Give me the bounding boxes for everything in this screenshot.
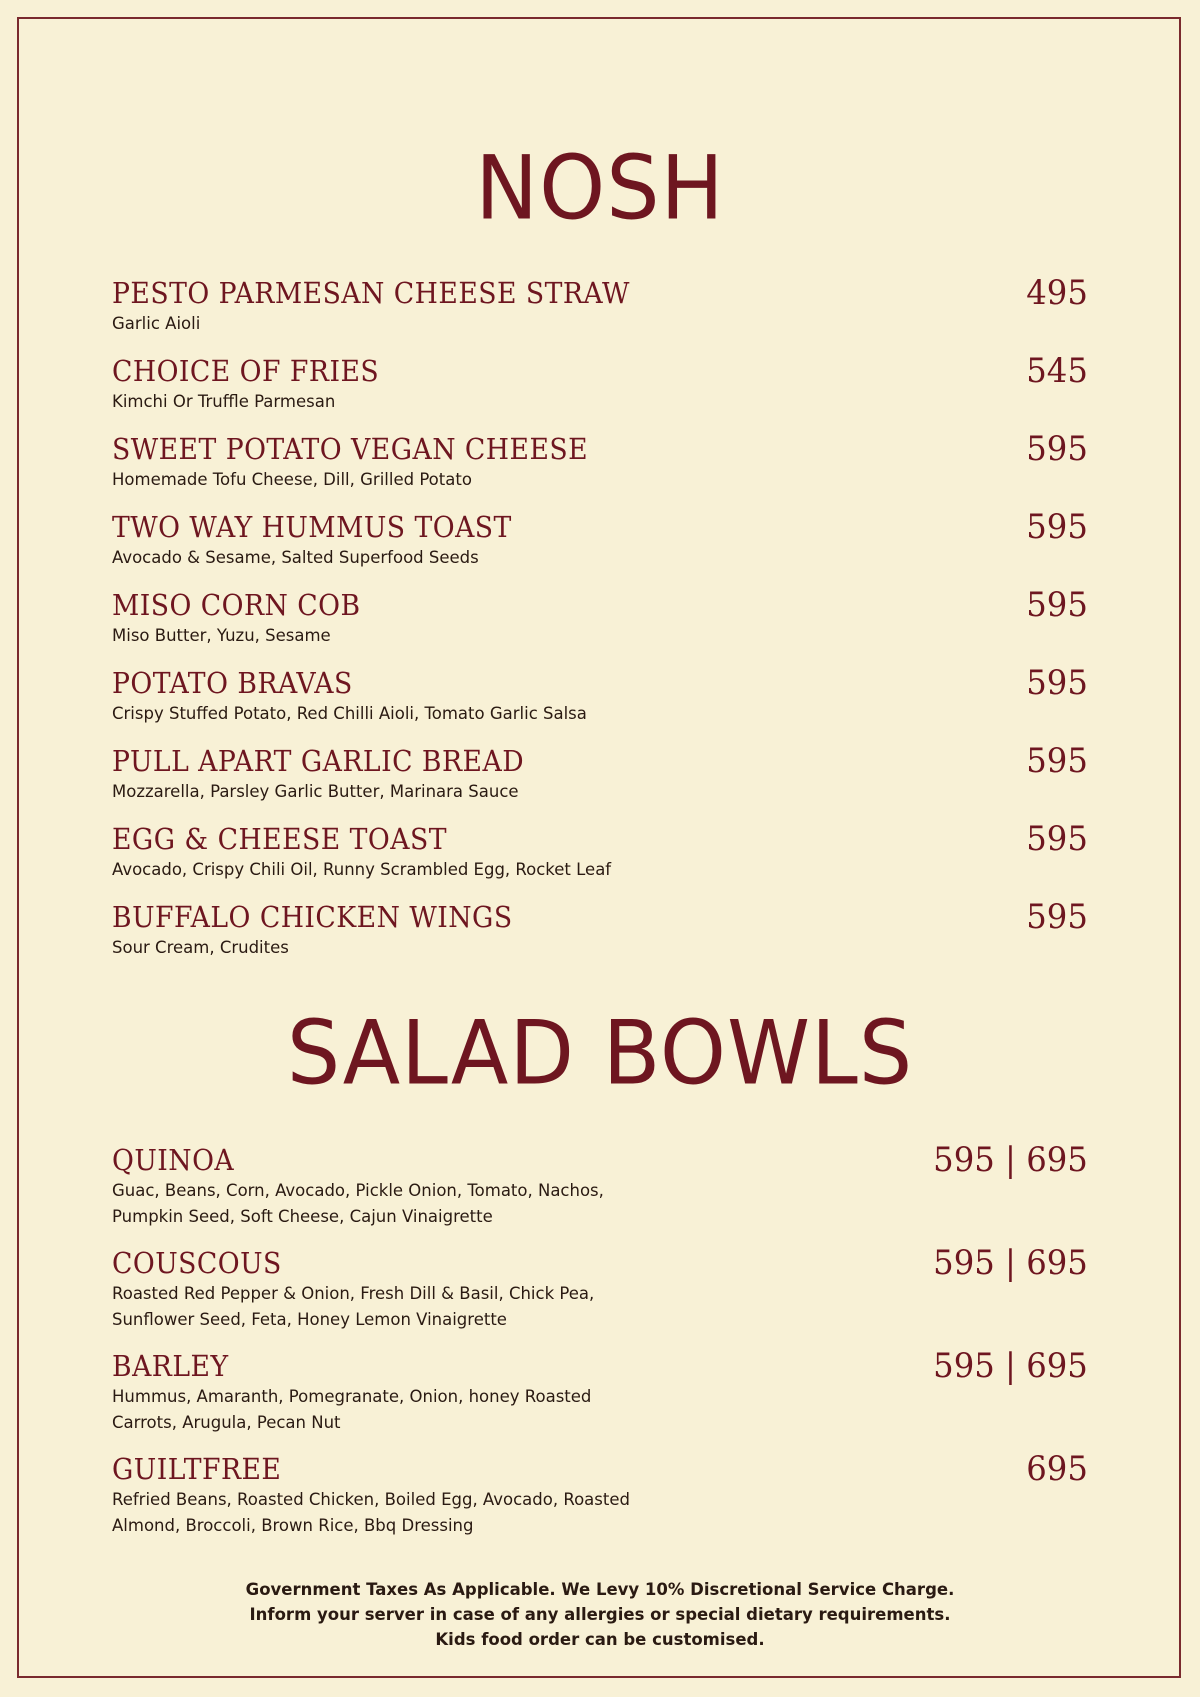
item-description: Avocado, Crispy Chili Oil, Runny Scrambled Egg, Rocket Leaf xyxy=(112,860,612,879)
item-description: Pumpkin Seed, Soft Cheese, Cajun Vinaigrette xyxy=(112,1207,493,1226)
item-name: COUSCOUS xyxy=(112,1246,282,1280)
item-description: Homemade Tofu Cheese, Dill, Grilled Potato xyxy=(112,470,472,489)
item-price: 595 | 695 xyxy=(933,1140,1088,1180)
item-price: 495 xyxy=(1026,273,1088,313)
item-name: CHOICE OF FRIES xyxy=(112,354,380,388)
menu-item xyxy=(112,897,1088,960)
item-price: 595 | 695 xyxy=(933,1346,1088,1386)
item-price: 595 xyxy=(1026,429,1088,469)
item-name: PESTO PARMESAN CHEESE STRAW xyxy=(112,276,630,310)
item-description: Sunflower Seed, Feta, Honey Lemon Vinaigrette xyxy=(112,1310,507,1329)
item-description: Roasted Red Pepper & Onion, Fresh Dill & Basil, Chick Pea, xyxy=(112,1284,595,1303)
section-title-nosh: NOSH xyxy=(475,136,725,240)
item-price: 595 xyxy=(1026,741,1088,781)
item-description: Miso Butter, Yuzu, Sesame xyxy=(112,626,331,645)
item-description: Hummus, Amaranth, Pomegranate, Onion, honey Roasted xyxy=(112,1387,592,1406)
item-name: POTATO BRAVAS xyxy=(112,666,353,700)
item-price: 545 xyxy=(1026,351,1088,391)
item-description: Crispy Stuffed Potato, Red Chilli Aioli, Tomato Garlic Salsa xyxy=(112,704,587,723)
menu-item xyxy=(112,429,1088,492)
footer-kids-note: Kids food order can be customised. xyxy=(435,1630,765,1649)
menu-item xyxy=(112,585,1088,648)
item-name: BARLEY xyxy=(112,1349,229,1383)
menu-item xyxy=(112,741,1088,804)
menu-item xyxy=(112,1449,1088,1538)
item-description: Mozzarella, Parsley Garlic Butter, Marinara Sauce xyxy=(112,782,519,801)
item-description: Carrots, Arugula, Pecan Nut xyxy=(112,1413,341,1432)
menu-item xyxy=(112,1346,1088,1435)
item-name: BUFFALO CHICKEN WINGS xyxy=(112,900,513,934)
menu-item xyxy=(112,1140,1088,1229)
item-description: Garlic Aioli xyxy=(112,314,201,333)
item-price: 595 xyxy=(1026,585,1088,625)
menu-item xyxy=(112,351,1088,414)
item-price: 595 xyxy=(1026,897,1088,937)
item-description: Almond, Broccoli, Brown Rice, Bbq Dressing xyxy=(112,1516,474,1535)
menu-item xyxy=(112,663,1088,726)
item-price: 595 xyxy=(1026,819,1088,859)
item-price: 595 | 695 xyxy=(933,1243,1088,1283)
footer-allergy-note: Inform your server in case of any allergies or special dietary requirements. xyxy=(249,1605,951,1624)
menu-item xyxy=(112,1243,1088,1332)
item-description: Guac, Beans, Corn, Avocado, Pickle Onion, Tomato, Nachos, xyxy=(112,1181,604,1200)
item-name: QUINOA xyxy=(112,1143,235,1177)
item-price: 595 xyxy=(1026,663,1088,703)
item-name: GUILTFREE xyxy=(112,1452,282,1486)
footer-tax-note: Government Taxes As Applicable. We Levy 10% Discretional Service Charge. xyxy=(245,1580,955,1599)
item-name: MISO CORN COB xyxy=(112,588,361,622)
item-description: Sour Cream, Crudites xyxy=(112,938,289,957)
menu-item xyxy=(112,507,1088,570)
item-description: Kimchi Or Truffle Parmesan xyxy=(112,392,336,411)
menu-item xyxy=(112,273,1088,336)
item-description: Avocado & Sesame, Salted Superfood Seeds xyxy=(112,548,479,567)
item-description: Refried Beans, Roasted Chicken, Boiled Egg, Avocado, Roasted xyxy=(112,1490,630,1509)
item-name: PULL APART GARLIC BREAD xyxy=(112,744,525,778)
menu-item xyxy=(112,819,1088,882)
item-name: EGG & CHEESE TOAST xyxy=(112,822,447,856)
section-title-salad-bowls: SALAD BOWLS xyxy=(286,1001,914,1105)
item-price: 695 xyxy=(1026,1449,1088,1489)
footer-notes xyxy=(0,1577,1200,1652)
item-name: SWEET POTATO VEGAN CHEESE xyxy=(112,432,589,466)
item-name: TWO WAY HUMMUS TOAST xyxy=(112,510,512,544)
item-price: 595 xyxy=(1026,507,1088,547)
